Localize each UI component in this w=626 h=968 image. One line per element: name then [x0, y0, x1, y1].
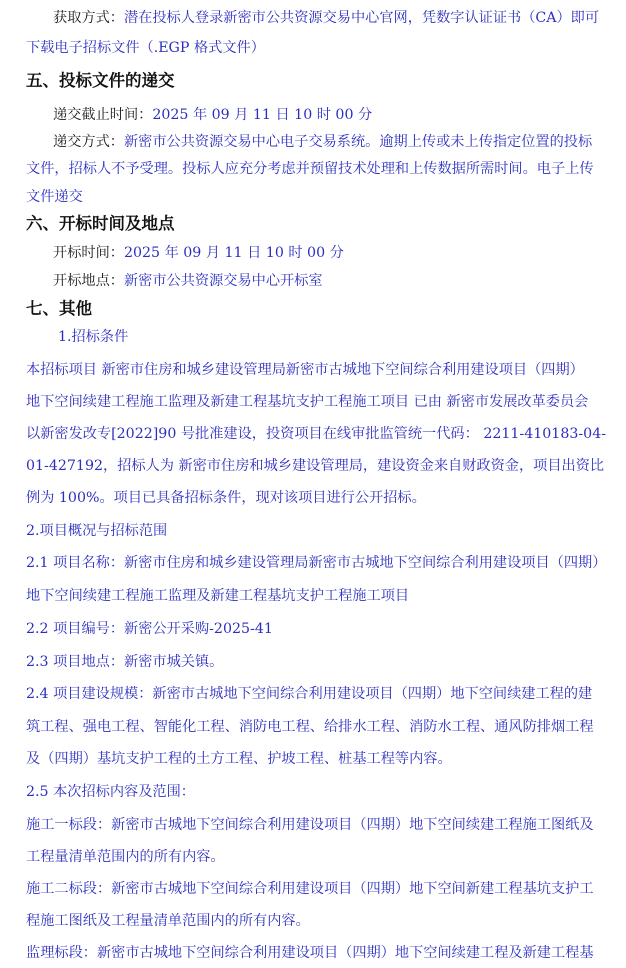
lot-3-line-1: 监理标段：新密市古城地下空间综合利用建设项目（四期）地下空间续建工程及新建工程基 — [26, 945, 594, 961]
open-time-label: 开标时间： — [53, 245, 124, 261]
p1-line-3: 以新密发改专[2022]90 号批准建设，投资项目在线审批监管统一代码： 2211-410183-04- — [26, 426, 607, 442]
open-place-line — [53, 271, 323, 291]
p1-line-2: 地下空间续建工程施工监理及新建工程基坑支护工程施工项目 已由 新密市发展改革委员会 — [26, 394, 589, 410]
open-place-label: 开标地点： — [53, 273, 124, 289]
open-time-value: 2025 年 09 月 11 日 10 时 00 分 — [123, 245, 344, 261]
lot-2-line-1: 施工二标段：新密市古城地下空间综合利用建设项目（四期）地下空间新建工程基坑支护工 — [26, 881, 594, 897]
method-value-line-1: 新密市公共资源交易中心电子交易系统。逾期上传或未上传指定位置的投标 — [123, 134, 593, 150]
section-6-heading: 六、开标时间及地点 — [26, 214, 175, 233]
acquire-label: 获取方式： — [53, 10, 124, 26]
lot-2-line-2: 程施工图纸及工程量清单范围内的所有内容。 — [26, 913, 310, 929]
acquire-line-1 — [53, 8, 599, 28]
open-time-line — [53, 243, 344, 263]
item-2-4-line-1: 2.4 项目建设规模：新密市古城地下空间综合利用建设项目（四期）地下空间续建工程的建 — [26, 686, 593, 702]
p1-line-4: 01-427192，招标人为 新密市住房和城乡建设管理局，建设资金来自财政资金，项目出资比 — [26, 458, 605, 474]
lot-1-line-1: 施工一标段：新密市古城地下空间综合利用建设项目（四期）地下空间续建工程施工图纸及 — [26, 817, 594, 833]
sub2-title: 2.项目概况与招标范围 — [26, 523, 168, 539]
method-line-1 — [53, 132, 592, 152]
item-2-3: 2.3 项目地点：新密市城关镇。 — [26, 654, 224, 670]
item-2-1-line-1: 2.1 项目名称：新密市住房和城乡建设管理局新密市古城地下空间综合利用建设项目（四期） — [26, 555, 607, 571]
item-2-1-line-2: 地下空间续建工程施工监理及新建工程基坑支护工程施工项目 — [26, 588, 410, 604]
open-place-value: 新密市公共资源交易中心开标室 — [123, 273, 323, 289]
acquire-value-line-2: 下载电子招标文件（.EGP 格式文件） — [26, 40, 265, 56]
sub1-title: 1.招标条件 — [58, 329, 129, 345]
lot-1-line-2: 工程量清单范围内的所有内容。 — [26, 849, 225, 865]
method-label: 递交方式： — [53, 134, 124, 150]
acquire-value-line-1: 潜在投标人登录新密市公共资源交易中心官网，凭数字认证证书（CA）即可 — [123, 10, 600, 26]
section-5-heading: 五、投标文件的递交 — [26, 71, 175, 90]
deadline-label: 递交截止时间： — [53, 107, 153, 123]
p1-line-5: 例为 100%。项目已具备招标条件，现对该项目进行公开招标。 — [26, 490, 426, 506]
p1-line-1: 本招标项目 新密市住房和城乡建设管理局新密市古城地下空间综合利用建设项目（四期） — [26, 362, 584, 378]
deadline-line — [53, 105, 372, 125]
item-2-5: 2.5 本次招标内容及范围： — [26, 784, 195, 800]
method-value-line-3: 文件递交 — [26, 189, 83, 205]
deadline-value: 2025 年 09 月 11 日 10 时 00 分 — [152, 107, 373, 123]
item-2-2: 2.2 项目编号：新密公开采购-2025-41 — [26, 621, 273, 637]
item-2-4-line-2: 筑工程、强电工程、智能化工程、消防电工程、给排水工程、消防水工程、通风防排烟工程 — [26, 719, 594, 735]
method-value-line-2: 文件，招标人不予受理。投标人应充分考虑并预留技术处理和上传数据所需时间。电子上传 — [26, 161, 594, 177]
section-7-heading: 七、其他 — [26, 299, 92, 318]
item-2-4-line-3: 及（四期）基坑支护工程的土方工程、护坡工程、桩基工程等内容。 — [26, 751, 452, 767]
